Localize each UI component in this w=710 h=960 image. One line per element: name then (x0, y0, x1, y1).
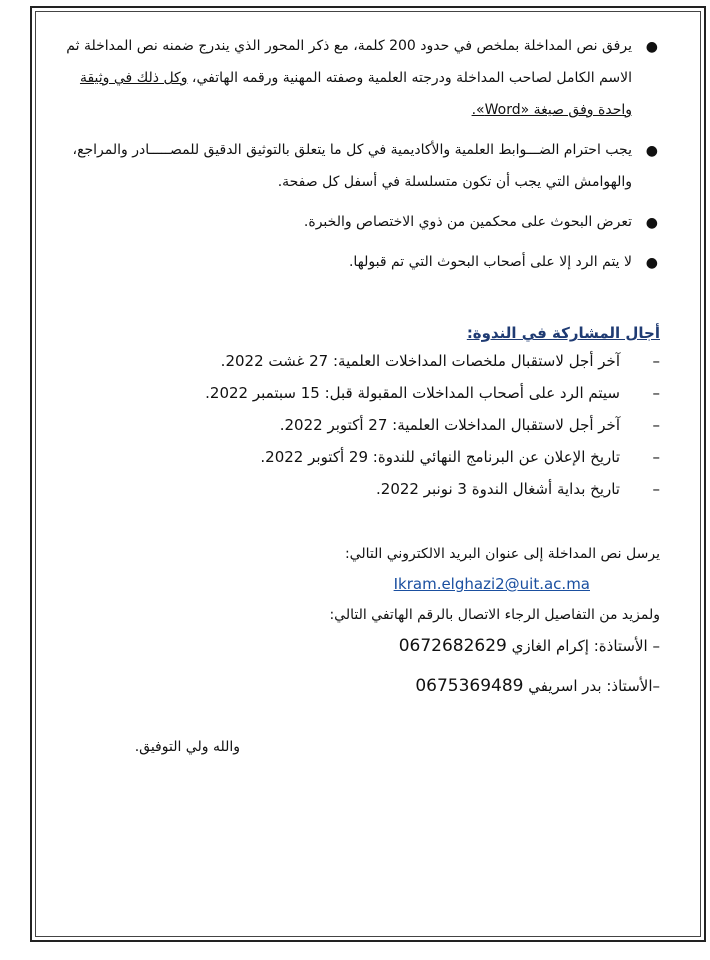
list-item: – سيتم الرد على أصحاب المداخلات المقبولة قبل: 15 سبتمبر 2022. (60, 380, 660, 406)
list-item (60, 246, 660, 278)
bullet-text-underlined: وكل ذلك في وثيقة واحدة وفق صيغة «Word». (79, 70, 632, 118)
bullet-icon: ● (645, 39, 658, 55)
phone-number: 0675369489 (415, 676, 524, 696)
list-item (60, 134, 660, 198)
bullet-text: يرفق نص المداخلة بملخص في حدود 200 كلمة، مع ذكر المحور الذي يندرج ضمنه نص المداخلة ثم الاسم الكامل لصاحب المداخلة ودرجته العلمية وصفته المهنية ورقمه الهاتفي، (66, 38, 632, 86)
list-item: – آخر أجل لاستقبال ملخصات المداخلات العلمية: 27 غشت 2022. (60, 348, 660, 374)
list-item: – تاريخ الإعلان عن البرنامج النهائي للندوة: 29 أكتوبر 2022. (60, 444, 660, 470)
phone-number: 0672682629 (398, 636, 507, 656)
bullet-icon: ● (645, 255, 658, 271)
list-item: – آخر أجل لاستقبال المداخلات العلمية: 27 أكتوبر 2022. (60, 412, 660, 438)
bullet-text: تعرض البحوث على محكمين من ذوي الاختصاص والخبرة. (303, 214, 632, 230)
list-item: – تاريخ بداية أشغال الندوة 3 نونبر 2022. (60, 476, 660, 502)
more-info-text: ولمزيد من التفاصيل الرجاء الاتصال بالرقم الهاتفي التالي: (329, 607, 660, 623)
closing-text: والله ولي التوفيق. (134, 739, 240, 755)
deadlines-list (60, 348, 660, 502)
list-item (60, 30, 660, 126)
email-link[interactable]: Ikram.elghazi2@uit.ac.ma (393, 575, 590, 593)
bullet-icon: ● (645, 215, 658, 231)
list-item (60, 206, 660, 238)
requirements-list (60, 30, 660, 278)
bullet-text: يجب احترام الضـــوابط العلمية والأكاديمية في كل ما يتعلق بالتوثيق الدقيق للمصـــــادر والمراجع، والهوامش التي يجب أن تكون متسلسلة في أسفل كل صفحة. (72, 142, 632, 190)
section-title-deadlines: أجال المشاركة في الندوة: (466, 324, 660, 342)
phone-contact-2: –الأستاذ: بدر اسريفي 0675369489 (415, 676, 660, 696)
send-instructions: يرسل نص المداخلة إلى عنوان البريد الالكتروني التالي: (344, 546, 660, 562)
document-body (60, 30, 660, 755)
bullet-text: لا يتم الرد إلا على أصحاب البحوث التي تم قبولها. (348, 254, 632, 270)
phone-contact-1: – الأستاذة: إكرام الغازي 0672682629 (398, 636, 660, 656)
dash-icon: – (652, 448, 660, 466)
dash-icon: – (652, 352, 660, 370)
bullet-icon: ● (645, 143, 658, 159)
dash-icon: – (652, 416, 660, 434)
dash-icon: – (652, 480, 660, 498)
dash-icon: – (652, 384, 660, 402)
